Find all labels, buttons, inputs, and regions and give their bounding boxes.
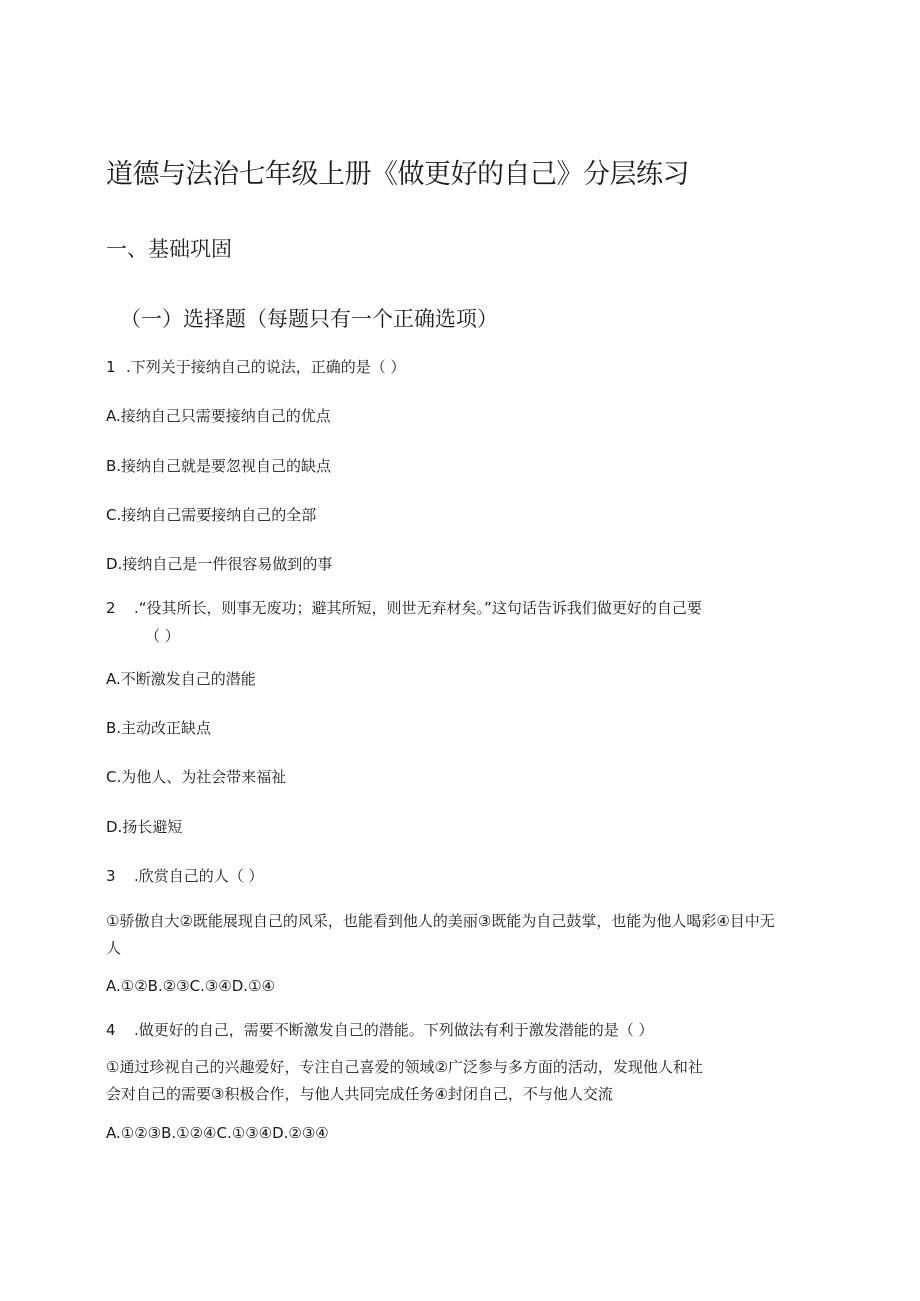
question-4-answer-options: A.①②③B.①②④C.①③④D.②③④ (106, 1124, 329, 1142)
subsection-heading: （一）选择题（每题只有一个正确选项） (120, 307, 498, 331)
question-3-stem (106, 865, 264, 886)
section-heading: 一、基础巩固 (106, 237, 232, 261)
question-3-answer-options: A.①②B.②③C.③④D.①④ (106, 977, 275, 995)
question-number: 1 (106, 358, 116, 376)
question-4-items-line-1: ①通过珍视自己的兴趣爱好，专注自己喜爱的领域②广泛参与多方面的活动，发现他人和社 (106, 1058, 703, 1076)
question-1-option-c: C.接纳自己需要接纳自己的全部 (106, 506, 317, 524)
question-text: .下列关于接纳自己的说法，正确的是（ ） (126, 358, 406, 376)
document-title: 道德与法治七年级上册《做更好的自己》分层练习 (106, 159, 689, 190)
question-text: .做更好的自己，需要不断激发自己的潜能。下列做法有利于激发潜能的是（ ） (134, 1021, 654, 1039)
question-1-stem (106, 356, 406, 377)
question-3-items-line-1: ①骄傲自大②既能展现自己的风采，也能看到他人的美丽③既能为自己鼓掌，也能为他人喝彩④目中无 (106, 912, 775, 930)
question-2-stem (106, 597, 702, 618)
question-2-option-c: C.为他人、为社会带来福祉 (106, 768, 287, 786)
question-2-option-a: A.不断激发自己的潜能 (106, 670, 256, 688)
question-3-items-line-2: 人 (106, 939, 122, 957)
question-1-option-d: D.接纳自己是一件很容易做到的事 (106, 555, 333, 573)
question-4-items-line-2: 会对自己的需要③积极合作，与他人共同完成任务④封闭自己，不与他人交流 (106, 1085, 613, 1103)
question-number: 2 (106, 599, 116, 617)
question-4-stem (106, 1019, 654, 1040)
question-2-stem-continued: （ ） (145, 627, 180, 645)
question-1-option-a: A.接纳自己只需要接纳自己的优点 (106, 407, 331, 425)
question-text: .“役其所长，则事无废功；避其所短，则世无弃材矣。”这句话告诉我们做更好的自己要 (134, 599, 702, 617)
question-number: 3 (106, 867, 116, 885)
question-number: 4 (106, 1021, 116, 1039)
question-1-option-b: B.接纳自己就是要忽视自己的缺点 (106, 457, 332, 475)
question-2-option-d: D.扬长避短 (106, 818, 183, 836)
question-2-option-b: B.主动改正缺点 (106, 719, 212, 737)
question-text: .欣赏自己的人（ ） (134, 867, 264, 885)
